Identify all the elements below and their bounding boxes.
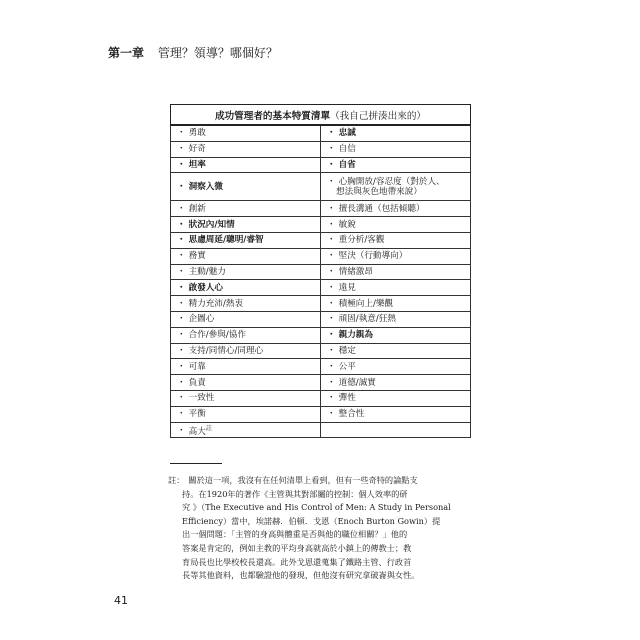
table-row	[171, 157, 471, 173]
trait-text: 彈性	[338, 393, 356, 404]
footnote-line	[168, 569, 474, 583]
traits-table-container	[170, 104, 470, 438]
footnote-text: 持。在1920年的著作《主管與其對部屬的控制：個人效率的研	[182, 488, 408, 499]
trait-cell-left	[171, 264, 321, 280]
bullet-marker: ・	[327, 159, 336, 170]
trait-cell-left	[171, 232, 321, 248]
table-row	[171, 406, 471, 422]
bullet-marker: ・	[177, 282, 186, 293]
bullet-marker: ・	[177, 128, 186, 139]
trait-text: 創新	[188, 203, 206, 214]
table-title-note: （我自己拼湊出來的）	[330, 110, 427, 122]
trait-text: 支持/同情心/同理心	[188, 345, 264, 356]
trait-cell-left	[171, 311, 321, 327]
table-row	[171, 232, 471, 248]
bullet-marker: ・	[177, 159, 186, 170]
trait-text: 思慮周延/聰明/睿智	[188, 235, 264, 246]
bullet-marker: ・	[327, 393, 336, 404]
trait-text: 坦率	[188, 159, 206, 170]
bullet-marker: ・	[327, 298, 336, 309]
footnote	[168, 474, 474, 583]
trait-cell-left	[171, 390, 321, 406]
bullet-marker: ・	[177, 361, 186, 372]
bullet-marker: ・	[327, 330, 336, 341]
bullet-marker: ・	[177, 298, 186, 309]
trait-cell-right	[321, 359, 471, 375]
trait-cell-right	[321, 343, 471, 359]
table-row	[171, 422, 471, 438]
bullet-marker: ・	[327, 203, 336, 214]
trait-text: 負責	[188, 377, 206, 388]
trait-text: 親力親為	[338, 330, 373, 341]
footnote-line	[168, 474, 474, 488]
bullet-marker: ・	[177, 345, 186, 356]
trait-cell-left	[171, 217, 321, 233]
trait-cell-right	[321, 201, 471, 217]
bullet-marker: ・	[177, 203, 186, 214]
trait-text: 可靠	[188, 361, 206, 372]
trait-text: 一致性	[188, 393, 215, 404]
table-row	[171, 343, 471, 359]
bullet-marker: ・	[327, 251, 336, 262]
trait-text: 自信	[338, 144, 356, 155]
trait-text: 務實	[188, 251, 206, 262]
trait-cell-right	[321, 296, 471, 312]
trait-text: 敏銳	[338, 219, 356, 230]
trait-cell-left	[171, 359, 321, 375]
trait-text: 心胸開放/容忍度（對於人、	[338, 176, 445, 187]
bullet-marker: ・	[177, 144, 186, 155]
table-row	[171, 201, 471, 217]
trait-text: 道德/誠實	[338, 377, 376, 388]
trait-cell-right	[321, 232, 471, 248]
trait-cell-left	[171, 280, 321, 296]
table-row	[171, 280, 471, 296]
footnote-line	[168, 528, 474, 542]
trait-text: 積極向上/樂觀	[338, 298, 394, 309]
trait-text: 洞察入微	[188, 181, 223, 192]
trait-cell-right	[321, 327, 471, 343]
bullet-marker: ・	[177, 235, 186, 246]
bullet-marker: ・	[327, 144, 336, 155]
footnote-text: 出一個問題：「主管的身高與體重是否與他的職位相關？」他的	[182, 529, 408, 540]
bullet-marker: ・	[327, 314, 336, 325]
trait-cell-left	[171, 201, 321, 217]
trait-text: 擅長溝通（包括傾聽）	[338, 203, 425, 214]
trait-cell-left	[171, 327, 321, 343]
trait-cell-right	[321, 125, 471, 141]
trait-cell-right	[321, 406, 471, 422]
footnote-text: 育局長也比學校校長還高。此外戈恩還蒐集了鐵路主管、行政首	[182, 556, 412, 567]
running-header	[108, 44, 278, 61]
bullet-marker: ・	[177, 330, 186, 341]
bullet-marker: ・	[327, 266, 336, 277]
footnote-divider	[170, 463, 222, 464]
footnote-text: 關於這一項，我沒有在任何清單上看到，但有一些奇特的論點支	[188, 475, 418, 485]
table-title-main: 成功管理者的基本特質清單	[214, 110, 331, 122]
table-row	[171, 264, 471, 280]
trait-cell-left	[171, 157, 321, 173]
trait-text: 勇敢	[188, 128, 206, 139]
table-row	[171, 296, 471, 312]
footnote-line	[168, 556, 474, 570]
trait-cell-left	[171, 248, 321, 264]
trait-text: 主動/魅力	[188, 266, 226, 277]
bullet-marker: ・	[177, 266, 186, 277]
footnote-text: 答案是肯定的，例如主教的平均身高就高於小鎮上的傳教士；教	[182, 542, 412, 553]
trait-text: 整合性	[338, 409, 365, 420]
trait-text: 穩定	[338, 345, 356, 356]
trait-text: 平衡	[188, 409, 206, 420]
trait-cell-right	[321, 422, 471, 438]
trait-cell-left	[171, 375, 321, 391]
trait-text: 精力充沛/熱衷	[188, 298, 244, 309]
table-row	[171, 141, 471, 157]
trait-cell-right	[321, 157, 471, 173]
trait-text: 好奇	[188, 144, 206, 155]
footnote-line	[168, 542, 474, 556]
trait-text: 狀況內/知情	[188, 219, 235, 230]
table-row	[171, 359, 471, 375]
bullet-marker: ・	[327, 345, 336, 356]
chapter-title: 管理？領導？哪個好？	[157, 46, 278, 60]
table-row	[171, 217, 471, 233]
page-number: 41	[114, 594, 128, 607]
trait-cell-right	[321, 217, 471, 233]
footnote-text: Efficiency）當中，埃諾赫．伯頓．戈恩（Enoch Burton Gowin）提	[182, 515, 441, 526]
trait-cell-left	[171, 173, 321, 201]
table-row	[171, 390, 471, 406]
table-row	[171, 311, 471, 327]
trait-cell-left	[171, 141, 321, 157]
table-row	[171, 248, 471, 264]
bullet-marker: ・	[327, 235, 336, 246]
traits-table-body	[171, 125, 471, 438]
trait-text-line2: 想法與灰色地帶來說）	[336, 186, 422, 197]
trait-text: 堅決（行動導向）	[338, 251, 408, 262]
bullet-marker: ・	[327, 282, 336, 293]
trait-text: 自省	[338, 159, 356, 170]
trait-cell-right	[321, 311, 471, 327]
table-row	[171, 173, 471, 201]
trait-text: 合作/參與/協作	[188, 330, 246, 341]
footnote-text: 究 》（The Executive and His Control of Men: A Study in Personal	[182, 502, 451, 513]
trait-text: 遠見	[338, 282, 356, 293]
bullet-marker: ・	[177, 219, 186, 230]
trait-cell-right	[321, 390, 471, 406]
trait-text: 企圖心	[188, 314, 215, 325]
trait-cell-right	[321, 264, 471, 280]
trait-text: 高大	[188, 426, 206, 437]
bullet-marker: ・	[177, 251, 186, 262]
table-row	[171, 375, 471, 391]
table-row	[171, 125, 471, 141]
trait-cell-right	[321, 141, 471, 157]
bullet-marker: ・	[177, 181, 186, 192]
trait-cell-left	[171, 422, 321, 438]
trait-cell-right	[321, 280, 471, 296]
bullet-marker: ・	[177, 393, 186, 404]
trait-cell-left	[171, 125, 321, 141]
bullet-marker: ・	[327, 409, 336, 420]
trait-text: 公平	[338, 361, 356, 372]
bullet-marker: ・	[327, 377, 336, 388]
trait-text: 情緒激昂	[338, 266, 373, 277]
bullet-marker: ・	[327, 128, 336, 139]
bullet-marker: ・	[177, 409, 186, 420]
footnote-line	[168, 515, 474, 529]
bullet-marker: ・	[327, 219, 336, 230]
footnote-line	[168, 501, 474, 515]
trait-cell-right	[321, 375, 471, 391]
footnote-line	[168, 488, 474, 502]
bullet-marker: ・	[177, 426, 186, 437]
trait-cell-right	[321, 173, 471, 201]
trait-text: 重分析/客觀	[338, 235, 385, 246]
traits-table	[170, 104, 471, 438]
table-row	[171, 327, 471, 343]
footnote-label: 註：	[168, 475, 185, 485]
trait-cell-left	[171, 406, 321, 422]
trait-text: 啟發人心	[188, 282, 223, 293]
footnote-text: 長等其他資料，也都驗證他的發現，但他沒有研究拿破崙與女性。	[182, 570, 420, 581]
chapter-number: 第一章	[108, 46, 145, 60]
trait-cell-right	[321, 248, 471, 264]
footnote-marker: 註	[205, 424, 212, 432]
trait-text: 頑固/執意/狂熱	[338, 314, 396, 325]
table-title	[171, 105, 471, 126]
trait-text: 忠誠	[338, 128, 356, 139]
trait-cell-left	[171, 296, 321, 312]
bullet-marker: ・	[177, 314, 186, 325]
trait-cell-left	[171, 343, 321, 359]
bullet-marker: ・	[327, 361, 336, 372]
bullet-marker: ・	[327, 176, 336, 187]
bullet-marker: ・	[177, 377, 186, 388]
